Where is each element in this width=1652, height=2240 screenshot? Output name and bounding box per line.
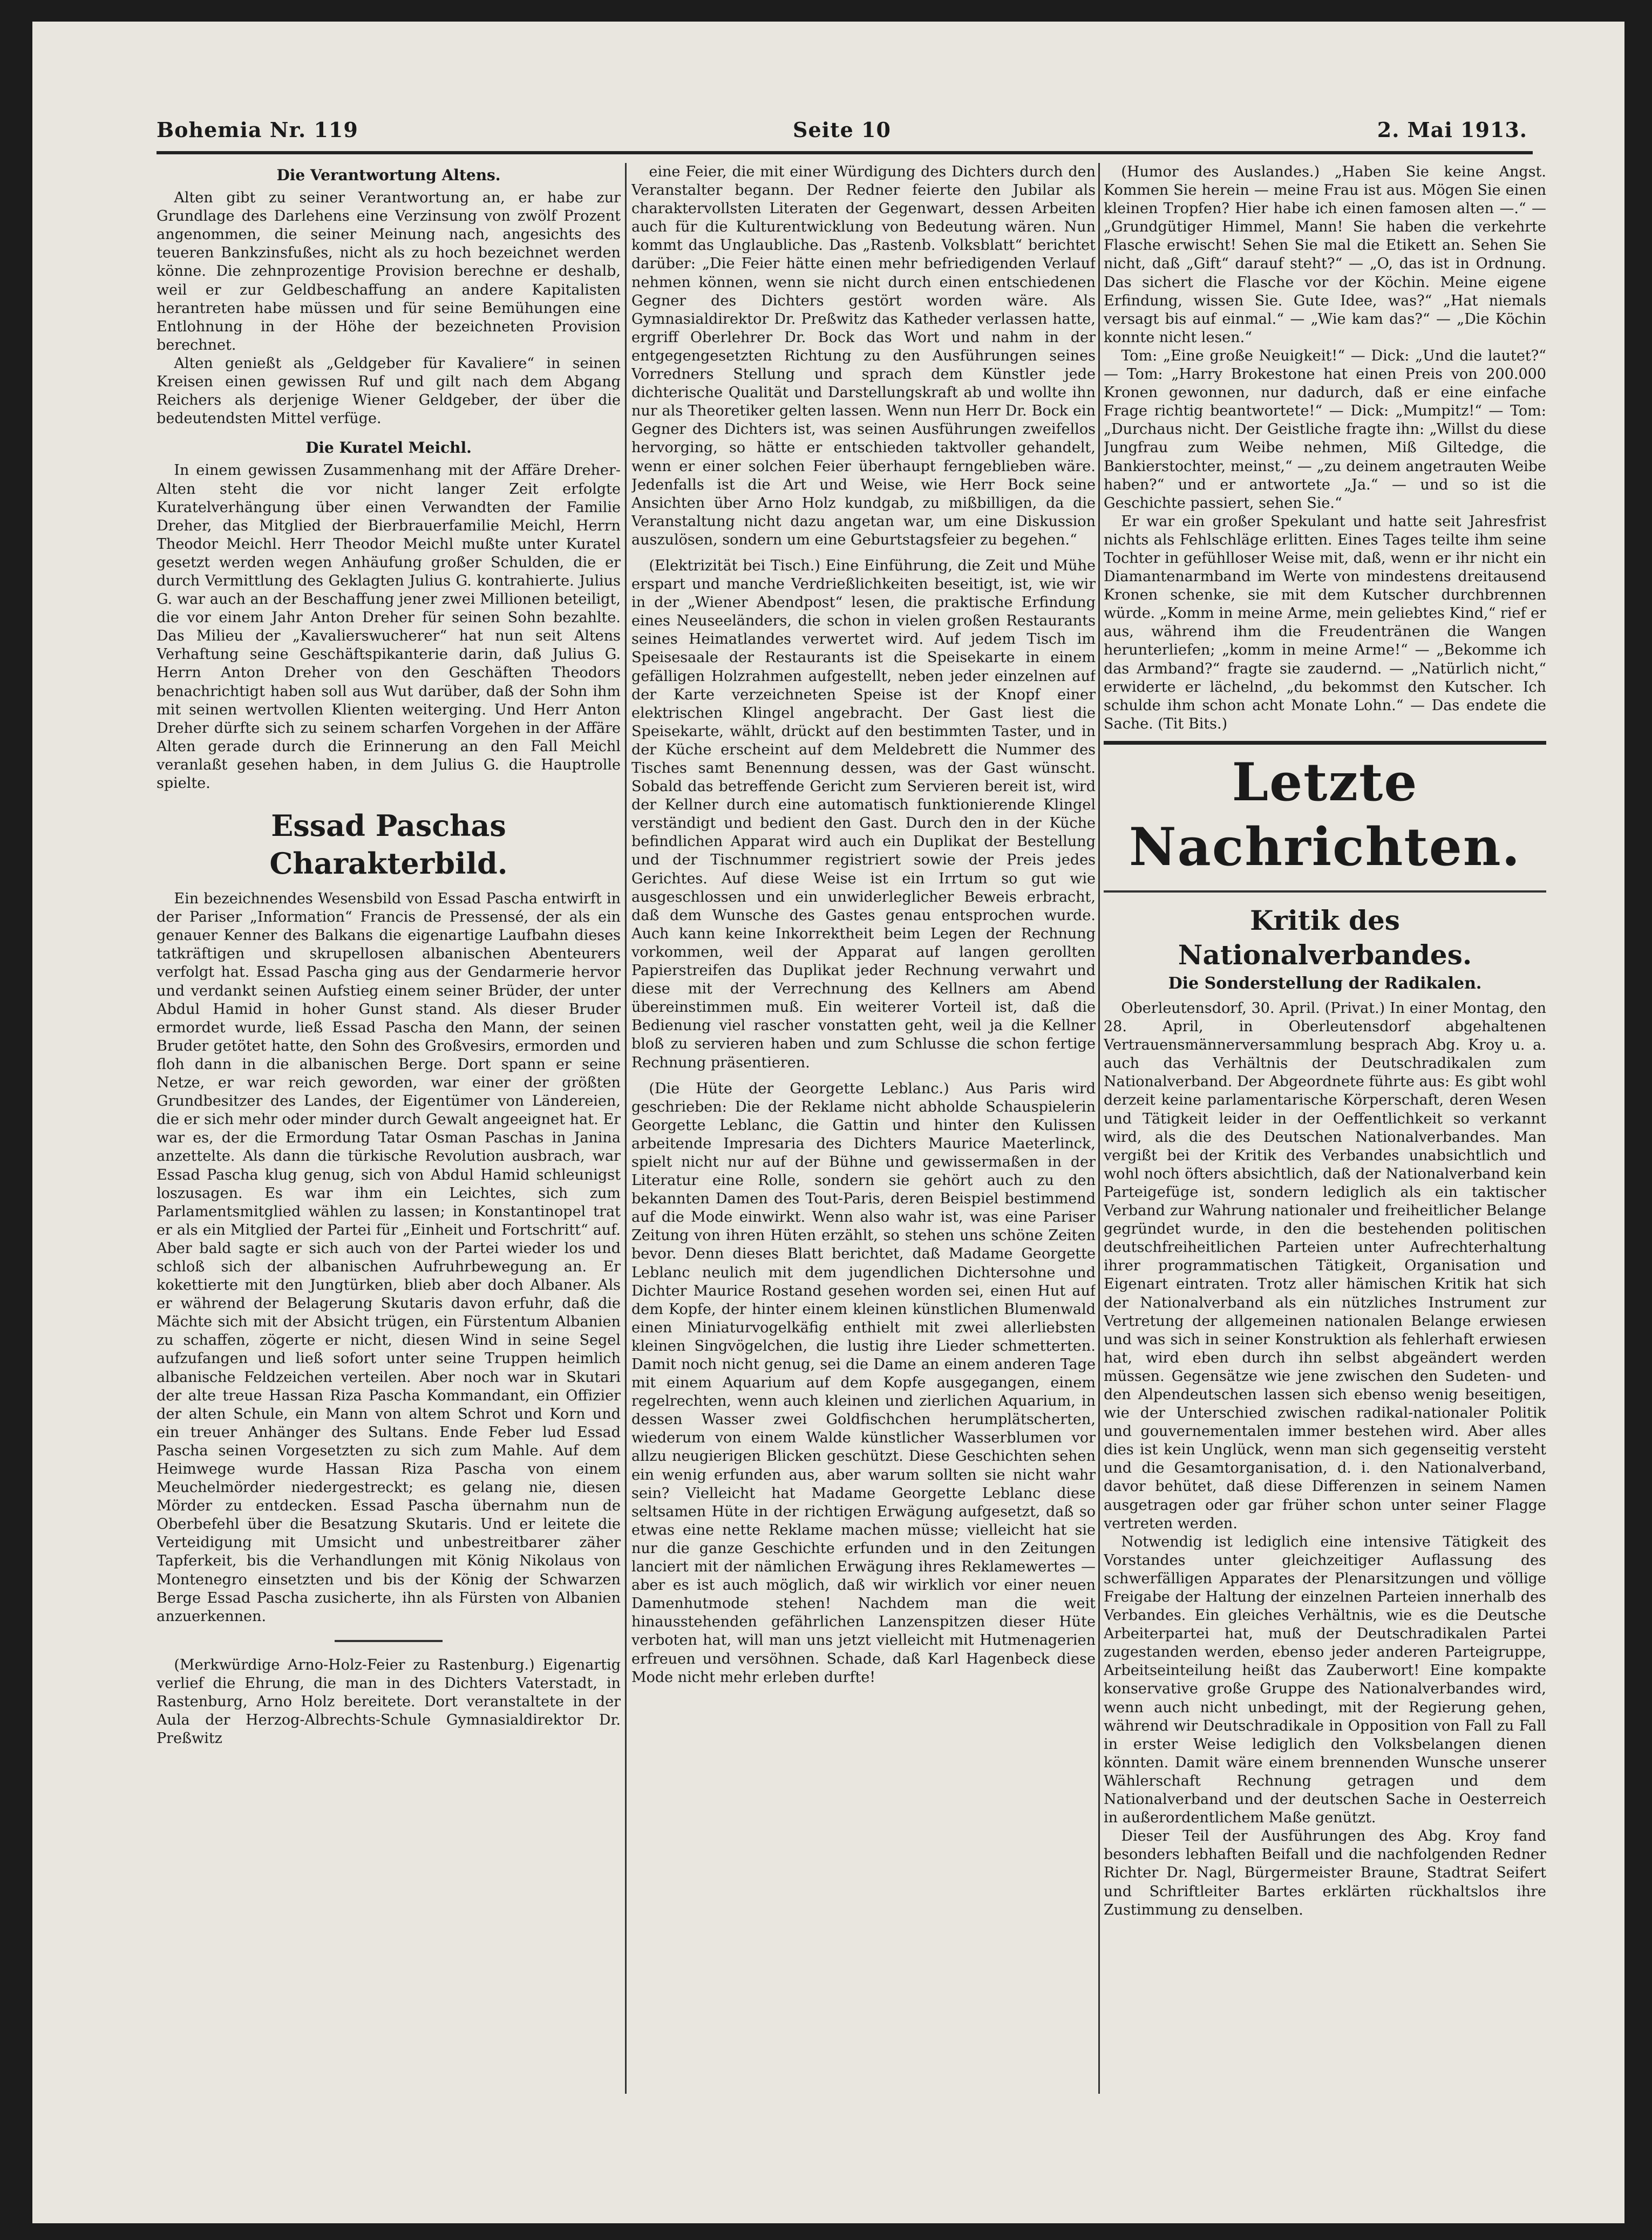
column-1 bbox=[157, 163, 621, 2096]
page-number: Seite 10 bbox=[793, 118, 891, 142]
masthead bbox=[157, 103, 1527, 151]
newspaper-page bbox=[32, 22, 1624, 2223]
section-rule bbox=[335, 1640, 443, 1642]
article-heading: Die Verantwortung Altens. bbox=[276, 166, 501, 184]
article-paragraph: Alten gibt zu seiner Verantwortung an, er habe zur Grundlage des Darlehens eine Verzinsung von zwölf Prozent angenommen, die seiner Meinung nach, angesichts des teueren Bankzinsfußes, nicht als zu hoch bezeichnet werden könne. Die zehnprozentige Provision berechne er deshalb, weil er zur Geldbeschaffung an andere Kapitalisten herantreten habe müssen und für seine Bemühungen eine Entlohnung in der Höhe der bezeichneten Provision berechnet. bbox=[157, 189, 621, 353]
article-paragraph: (Elektrizität bei Tisch.) Eine Einführung, die Zeit und Mühe erspart und manche Verdrießlichkeiten beseitigt, ist, wie wir in der „Wiener Abendpost“ lesen, die praktische Erfindung eines Neuseeländers, die schon in vielen großen Restaurants seines Heimatlandes verwertet wird. Auf jedem Tisch im Speisesaale der Restaurants ist die Speisekarte in einem gefälligen Holzrahmen aufgestellt, neben jeder einzelnen auf der Karte verzeichneten Speise ist der Knopf einer elektrischen Klingel angebracht. Der Gast liest die Speisekarte, wählt, drückt auf den bestimmten Taster, und in der Küche erscheint auf dem Meldebrett die Nummer des Tisches samt Benennung dessen, was der Gast wünscht. Sobald das betreffende Gericht zum Servieren bereit ist, wird der Kellner durch eine automatisch funktionierende Klingel verständigt und bedient den Gast. Durch den in der Küche befindlichen Apparat wird auch ein Duplikat der Bestellung und der Tischnummer registriert sowie der Preis jedes Gerichtes. Auf diese Weise ist ein Irrtum so gut wie ausgeschlossen und ein unwiderleglicher Beweis erbracht, daß dem Wunsche des Gastes genau entsprochen wurde. Auch kann keine Inkorrektheit beim Legen der Rechnung vorkommen, weil der Apparat auf langen gerollten Papierstreifen das Duplikat jeder Rechnung verwahrt und diese mit der Verrechnung des Kellners am Abend übereinstimmen muß. Ein weiterer Vorteil ist, daß die Bedienung viel rascher vonstatten geht, weil ja die Kellner bloß zu servieren haben und zum Schlusse die schon fertige Rechnung präsentieren. bbox=[631, 557, 1096, 1071]
article-paragraph: Dieser Teil der Ausführungen des Abg. Kroy fand besonders lebhaften Beifall und die nachfolgenden Redner Richter Dr. Nagl, Bürgermeister Braune, Stadtrat Seifert und Schriftleiter Bartes erklärten rückhaltslos ihre Zustimmung zu denselben. bbox=[1104, 1828, 1546, 1918]
masthead-rule bbox=[157, 151, 1533, 154]
article-paragraph: Oberleutensdorf, 30. April. (Privat.) In einer Montag, den 28. April, in Oberleutensdorf abgehaltenen Vertrauensmännerversammlung besprach Abg. Kroy u. a. auch das Verhältnis der Deutschradikalen zum Nationalverband. Der Abgeordnete führte aus: Es gibt wohl derzeit keine parlamentarische Körperschaft, deren Wesen und Tätigkeit leider in der Oeffentlichkeit so verkannt wird, als die des Deutschen Nationalverbandes. Man vergißt bei der Kritik des Verbandes unabsichtlich und wohl noch öfters absichtlich, daß der Nationalverband kein Parteigefüge ist, sondern lediglich als ein taktischer Verband zur Wahrung nationaler und freiheitlicher Belange gegründet wurde, in den die bestehenden politischen deutschfreiheitlichen Parteien unter Aufrechterhaltung ihrer programmatischen Tätigkeit, Organisation und Eigenart eintraten. Trotz aller hämischen Kritik hat sich der Nationalverband als ein nützliches Instrument zur Vertretung der allgemeinen nationalen Belange erwiesen und was sich in seiner Konstruktion als fehlerhaft erwiesen hat, wird eben durch ihn selbst abgeändert werden müssen. Gegensätze wie jene zwischen den Sudeten- und den Alpendeutschen lassen sich ebenso wenig beseitigen, wie der Unterschied zwischen radikal-nationaler Politik und gouvernementalen immer bestehen wird. Aber alles dies ist kein Unglück, wenn man sich gegenseitig versteht und die Gesamtorganisation, d. i. den Nationalverband, davor behütet, daß diese Differenzen in seinem Namen ausgetragen oder gar früher schon unter seiner Flagge vertreten werden. bbox=[1104, 1000, 1546, 1532]
section-rule bbox=[1104, 741, 1546, 745]
section-rule bbox=[1104, 890, 1546, 893]
column-3 bbox=[1104, 163, 1546, 2096]
article-paragraph: (Merkwürdige Arno-Holz-Feier zu Rastenburg.) Eigenartig verlief die Ehrung, die man in des Dichters Vaterstadt, in Rastenburg, Arno Holz bereitete. Dort veranstaltete in der Aula der Herzog-Albrechts-Schule Gymnasialdirektor Dr. Preßwitz bbox=[157, 1656, 621, 1747]
article-paragraph: eine Feier, die mit einer Würdigung des Dichters durch den Veranstalter begann. Der Redner feierte den Jubilar als charaktervollsten Literaten der Gegenwart, dessen Arbeiten auch für die Kulturentwicklung von Bedeutung wären. Nun kommt das Unglaubliche. Das „Rastenb. Volksblatt“ berichtet darüber: „Die Feier hätte einen mehr befriedigenden Verlauf nehmen können, wenn sie nicht durch einen entschiedenen Gegner des Dichters gestört worden wäre. Als Gymnasialdirektor Dr. Preßwitz das Katheder verlassen hatte, ergriff Oberlehrer Dr. Bock das Wort und nahm in der entgegengesetzten Richtung zu den Ausführungen seines Vorredners Stellung und sprach dem Künstler jede dichterische Qualität und Darstellungskraft ab und wollte ihn nur als Theoretiker gelten lassen. Wenn nun Herr Dr. Bock ein Gegner des Dichters ist, was seinen Ausführungen zweifellos hervorging, so hätte er entschieden taktvoller gehandelt, wenn er einer solchen Feier überhaupt ferngeblieben wäre. Jedenfalls ist die Art und Weise, wie Herr Bock seine Ansichten über Arno Holz kundgab, zu mißbilligen, da die Veranstaltung nicht dazu angetan war, um eine Diskussion auszulösen, sondern um eine Geburtstagsfeier zu begehen.“ bbox=[631, 164, 1096, 548]
column-divider bbox=[625, 163, 627, 2094]
article-paragraph: (Die Hüte der Georgette Leblanc.) Aus Paris wird geschrieben: Die der Reklame nicht abholde Schauspielerin Georgette Leblanc, die Gattin und hinter den Kulissen arbeitende Impresaria des Dichters Maurice Maeterlinck, spielt nicht nur auf der Bühne und gewissermaßen in der Literatur eine Rolle, sondern sie gehört auch zu den bekannten Damen des Tout-Paris, deren Beispiel bestimmend auf die Mode einwirkt. Wenn also wahr ist, was eine Pariser Zeitung von ihren Hüten erzählt, so stehen uns schöne Zeiten bevor. Denn dieses Blatt berichtet, daß Madame Georgette Leblanc neulich mit dem jugendlichen Dichtersohne und Dichter Maurice Rostand gesehen worden sei, einen Hut auf dem Kopfe, der hinter einem kleinen künstlichen Blumenwald einen Miniaturvogelkäfig enthielt mit zwei allerliebsten kleinen Singvögelchen, die lustig ihre Lieder schmetterten. Damit noch nicht genug, sei die Dame an einem anderen Tage mit einem Aquarium auf dem Kopfe ausgegangen, einem regelrechten, wenn auch kleinen und zierlichen Aquarium, in dessen Wasser zwei Goldfischchen herumplätscherten, wiederum von einem Walde künstlicher Wasserblumen vor allzu neugierigen Blicken geschützt. Diese Geschichten sehen ein wenig erfunden aus, aber warum sollten sie nicht wahr sein? Vielleicht hat Madame Georgette Leblanc diese seltsamen Hüte in der richtigen Erwägung aufgesetzt, daß so etwas eine nette Reklame machen müsse; vielleicht hat sie nur die ganze Geschichte erfunden und in den Zeitungen lanciert mit der nämlichen Erwägung ihres Reklamewertes — aber es ist auch möglich, daß wir wirklich vor einer neuen Damenhutmode stehen! Nachdem man die weit hinausstehenden gefährlichen Lanzenspitzen dieser Hüte verboten hat, will man uns jetzt vielleicht mit Hutmenagerien erfreuen und versöhnen. Schade, daß Karl Hagenbeck diese Mode nicht mehr erleben durfte! bbox=[631, 1080, 1096, 1686]
column-divider bbox=[1098, 163, 1100, 2094]
article-paragraph: Er war ein großer Spekulant und hatte seit Jahresfrist nichts als Fehlschläge erlitten. Eines Tages teilte ihm seine Tochter in gefühlloser Weise mit, daß, wenn er ihr nicht ein Diamantenarmband im Werte von mindestens dreitausend Kronen schenke, sie mit dem Kutscher durchbrennen würde. „Komm in meine Arme, mein geliebtes Kind,“ rief er aus, während ihm die Freudentränen die Wangen herunterliefen; „komm in meine Arme!“ — „Bekomme ich das Armband?“ fragte sie zaudernd. — „Natürlich nicht,“ erwiderte er lächelnd, „du bekommst den Kutscher. Ich schulde ihm schon acht Monate Lohn.“ — Das endete die Sache. (Tit Bits.) bbox=[1104, 513, 1546, 732]
column-2 bbox=[631, 163, 1096, 2096]
article-paragraph: Ein bezeichnendes Wesensbild von Essad Pascha entwirft in der Pariser „Information“ Francis de Pressensé, der als ein genauer Kenner des Balkans die eigenartige Laufbahn dieses tatkräftigen und skrupellosen albanischen Abenteurers verfolgt hat. Essad Pascha ging aus der Gendarmerie hervor und verdankt seinen Aufstieg einem seiner Brüder, der unter Abdul Hamid in hoher Gunst stand. Als dieser Bruder ermordet wurde, ließ Essad Pascha den Mann, der seinen Bruder getötet hatte, den Sohn des Großvesirs, ermorden und floh dann in die albanischen Berge. Dort spann er seine Netze, er war reich geworden, war einer der größten Grundbesitzer des Landes, der Eigentümer von Ländereien, die er sich mehr oder minder durch Gewalt angeeignet hat. Er war es, der die Ermordung Tatar Osman Paschas in Janina anzettelte. Als dann die türkische Revolution ausbrach, war Essad Pascha klug genug, sich von Abdul Hamid schleunigst loszusagen. Es war ihm ein Leichtes, sich zum Parlamentsmitglied wählen zu lassen; in Konstantinopel trat er als ein Mitglied der Partei für „Einheit und Fortschritt“ auf. Aber bald sagte er sich auch von der Partei wieder los und schloß sich der albanischen Aufruhrbewegung an. Er kokettierte mit den Jungtürken, blieb aber doch Albaner. Als er während der Belagerung Skutaris davon erfuhr, daß die Mächte sich mit der Absicht trügen, ein Fürstentum Albanien zu schaffen, zögerte er nicht, diesen Wind in seine Segel aufzufangen und ließ sofort unter seine Truppen heimlich albanische Feldzeichen verteilen. Aber noch war in Skutari der alte treue Hassan Riza Pascha Kommandant, ein Offizier der alten Schule, ein Mann von altem Schrot und Korn und ein treuer Anhänger des Sultans. Ende Feber lud Essad Pascha seinen Vorgesetzten zu sich zum Mahle. Auf dem Heimwege wurde Hassan Riza Pascha von einem Meuchelmörder niedergestreckt; es gelang nie, diesen Mörder zu entdecken. Essad Pascha übernahm nun de Oberbefehl über die Besatzung Skutaris. Und er leitete die Verteidigung mit Umsicht und unbestreitbarer zäher Tapferkeit, bis die Verhandlungen mit König Nikolaus von Montenegro einsetzten und bis der König der Schwarzen Berge Essad Pascha zusicherte, ihn als Fürsten von Albanien anzuerkennen. bbox=[157, 890, 621, 1625]
article-paragraph: Alten genießt als „Geldgeber für Kavaliere“ in seinen Kreisen einen gewissen Ruf und gilt nach dem Abgang Reichers als derjenige Wiener Geldgeber, der über die bedeutendsten Mittel verfüge. bbox=[157, 355, 621, 427]
article-paragraph: Tom: „Eine große Neuigkeit!“ — Dick: „Und die lautet?“ — Tom: „Harry Brokestone hat einen Preis von 200.000 Kronen gewonnen, nur dadurch, daß er eine einfache Frage richtig beantwortete!“ — Dick: „Mumpitz!“ — Tom: „Durchaus nicht. Der Geistliche fragte ihn: „Willst du diese Jungfrau zum Weibe nehmen, Miß Giltedge, die Bankierstochter, meinst,“ — „zu deinem angetrauten Weibe haben?“ und er antwortete „Ja.“ — und so ist die Geschichte passiert, sehen Sie.“ bbox=[1104, 347, 1546, 512]
article-subheadline: Die Sonderstellung der Radikalen. bbox=[1168, 973, 1482, 993]
section-headline: Letzte Nachrichten. bbox=[1128, 751, 1521, 877]
issue-date: 2. Mai 1913. bbox=[1377, 118, 1527, 142]
article-heading: Die Kuratel Meichl. bbox=[305, 439, 472, 457]
issue-number: Bohemia Nr. 119 bbox=[157, 118, 358, 142]
article-headline: Kritik des Nationalverbandes. bbox=[1178, 904, 1472, 971]
article-headline: Essad Paschas Charakterbild. bbox=[269, 808, 508, 881]
article-paragraph: In einem gewissen Zusammenhang mit der Affäre Dreher-Alten steht die vor nicht langer Zeit erfolgte Kuratelverhängung über einen Verwandten der Familie Dreher, das Mitglied der Bierbrauerfamilie Meichl, Herrn Theodor Meichl. Herr Theodor Meichl mußte unter Kuratel gesetzt werden wegen Anhäufung großer Schulden, die er durch Vermittlung des Geklagten Julius G. kontrahierte. Julius G. war auch an der Beschaffung jener zwei Millionen beteiligt, die vor einem Jahr Anton Dreher für seinen Sohn bezahlte. Das Milieu der „Kavalierswucherer“ hat nun seit Altens Verhaftung seine Geschäftspikanterie darin, daß Julius G. Herrn Anton Dreher von den Geschäften Theodors benachrichtigt haben soll aus Wut darüber, daß der Sohn ihm mit seinen wertvollen Klienten weiterging. Und Herr Anton Dreher dürfte sich zu seinem scharfen Vorgehen in der Affäre Alten gerade durch die Erinnerung an den Fall Meichl veranlaßt gesehen haben, in dem Julius G. die Hauptrolle spielte. bbox=[157, 462, 621, 792]
article-paragraph: Notwendig ist lediglich eine intensive Tätigkeit des Vorstandes unter gleichzeitiger Auflassung des schwerfälligen Apparates der Plenarsitzungen und völlige Freigabe der Haltung der einzelnen Parteien innerhalb des Verbandes. Ein gleiches Verhältnis, wie es die Deutsche Arbeiterpartei hat, muß der Deutschradikalen Partei zugestanden werden, ebenso jeder anderen Parteigruppe, Arbeitseinteilung heißt das Zauberwort! Eine kompakte konservative große Gruppe des Nationalverbandes wird, wenn auch nicht unbedingt, mit der Regierung gehen, während wir Deutschradikale in Opposition von Fall zu Fall in erster Weise lediglich den Volksbelangen dienen könnten. Damit wäre einem brennenden Wunsche unserer Wählerschaft Rechnung getragen und dem Nationalverband und der deutschen Sache in Oesterreich in außerordentlichem Maße genützt. bbox=[1104, 1533, 1546, 1827]
article-paragraph: (Humor des Auslandes.) „Haben Sie keine Angst. Kommen Sie herein — meine Frau ist aus. Mögen Sie einen kleinen Tropfen? Hier habe ich einen famosen alten —.“ — „Grundgütiger Himmel, Mann! Sie haben die verkehrte Flasche erwischt! Sehen Sie mal die Etikett an. Sehen Sie nicht, daß „Gift“ darauf steht?“ — „O, das ist in Ordnung. Das sichert die Flasche vor der Köchin. Meine eigene Erfindung, wissen Sie. Gute Idee, was?“ „Hat niemals versagt bis auf einmal.“ — „Wie kam das?“ — „Die Köchin konnte nicht lesen.“ bbox=[1104, 164, 1546, 346]
